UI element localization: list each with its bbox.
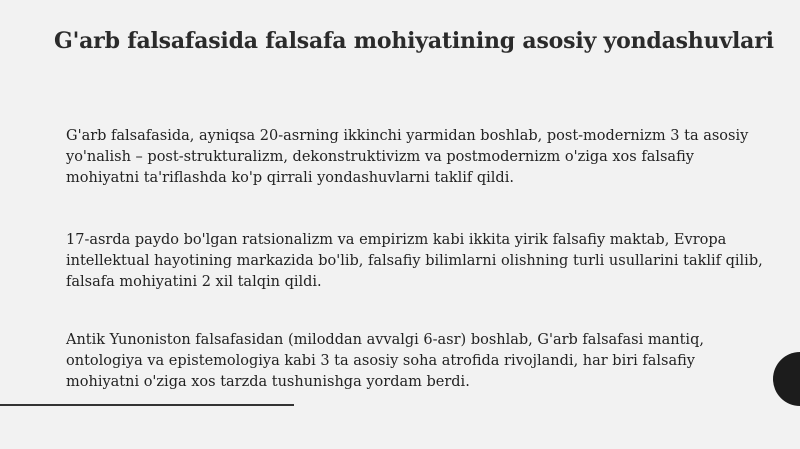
paragraph-postmodernism: G'arb falsafasida, ayniqsa 20-asrning ikkinchi yarmidan boshlab, post-modernizm 3 ta asosiy yo'nalish – post-strukturalizm, dekonstruktivizm va postmodernizm o'ziga xos falsafiy mohiyatni ta'riflashda ko'p qirrali yondashuvlarni taklif qildi. [66,128,749,186]
decorative-divider-line [0,404,294,406]
paragraph-rationalism-empiricism: 17-asrda paydo bo'lgan ratsionalizm va empirizm kabi ikkita yirik falsafiy maktab, Evropa intellektual hayotining markazida bo'lib, falsafiy bilimlarni olishning turli usullarini taklif qilib, falsafa mohiyatini 2 xil talqin qildi. [66,232,763,290]
paragraph-ancient-greece: Antik Yunoniston falsafasidan (miloddan avvalgi 6-asr) boshlab, G'arb falsafasi mantiq, ontologiya va epistemologiya kabi 3 ta asosiy soha atrofida rivojlandi, har biri falsafiy mohiyatni o'ziga xos tarzda tushunishga yordam berdi. [66,332,704,390]
slide-title: G'arb falsafasida falsafa mohiyatining asosiy yondashuvlari [54,28,774,54]
decorative-circle [773,352,800,406]
